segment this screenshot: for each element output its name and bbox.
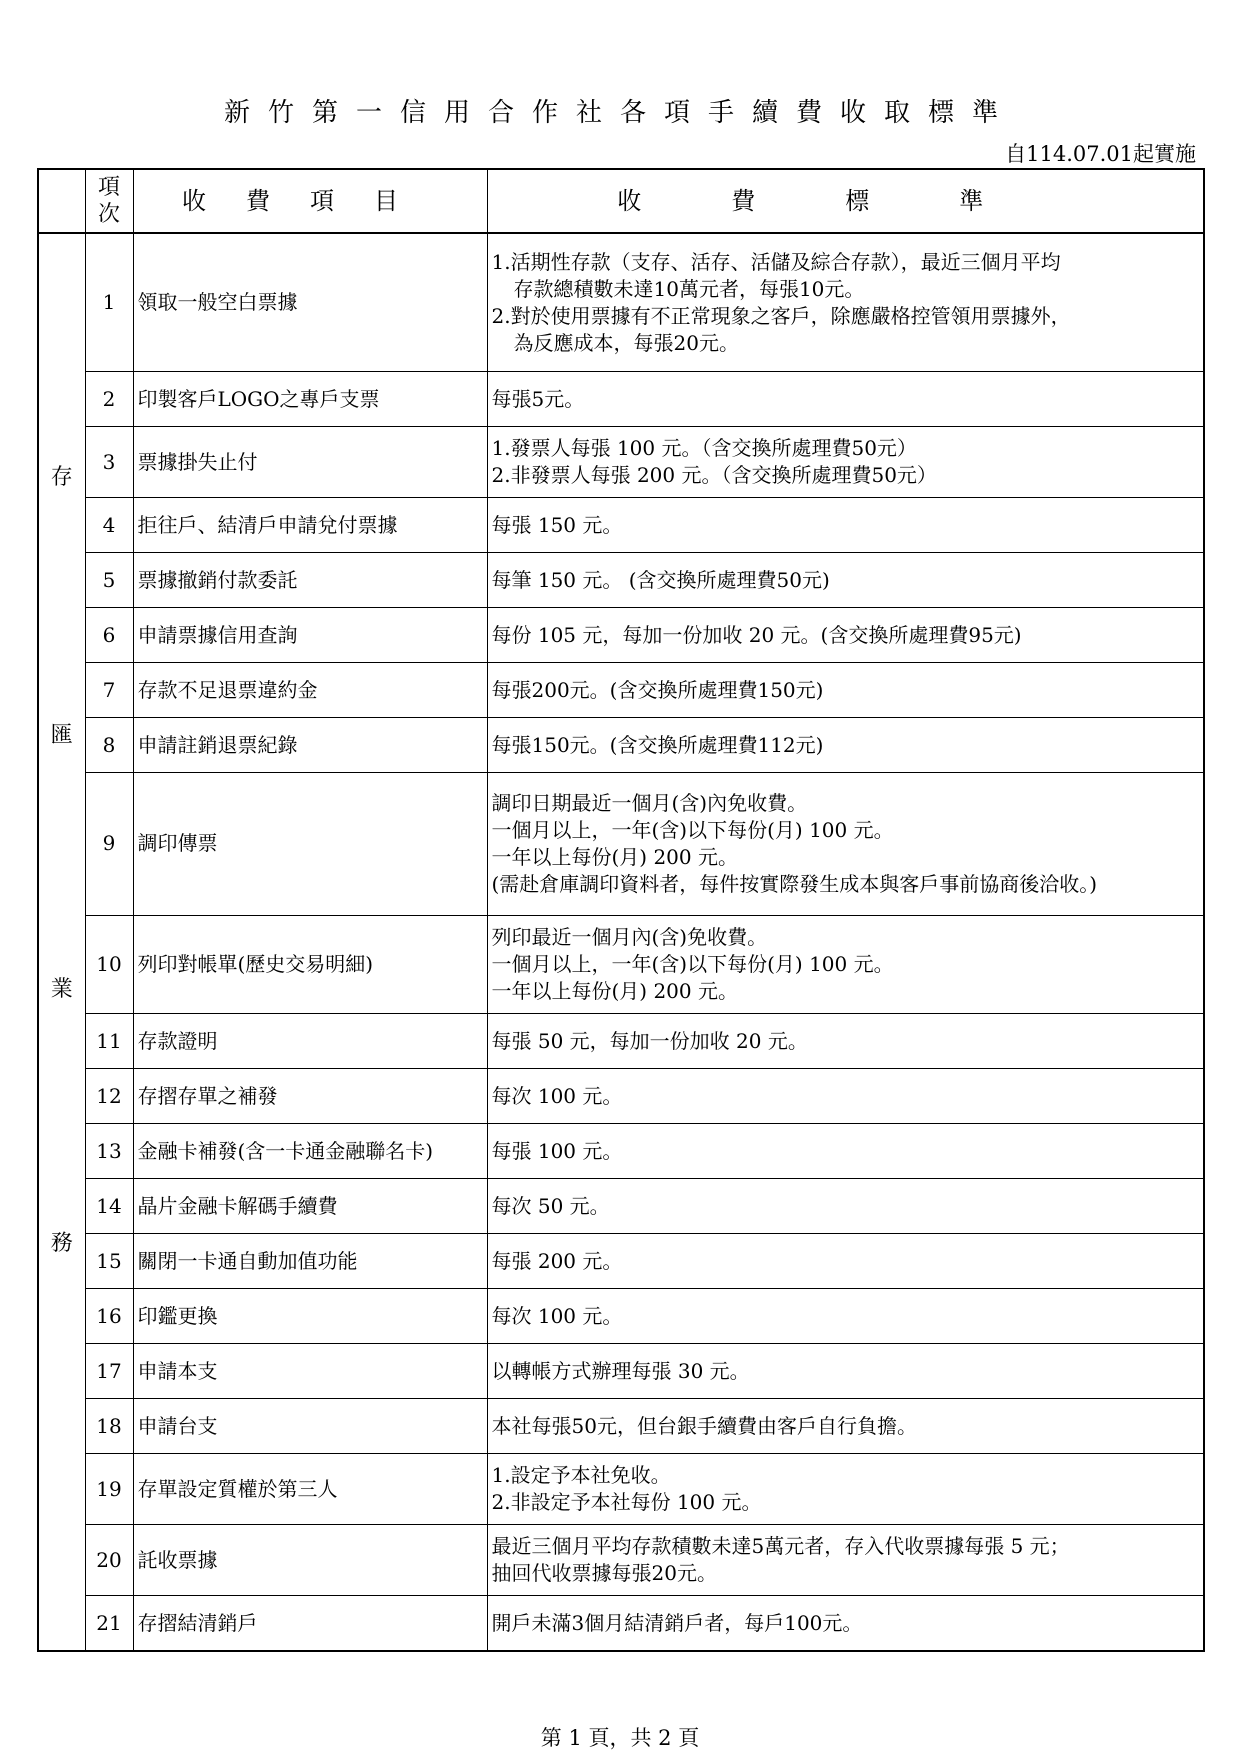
fee-standard — [487, 498, 1204, 553]
fee-standard-line: 每份 105 元，每加一份加收 20 元。(含交換所處理費95元) — [491, 622, 1022, 647]
item-number: 10 — [85, 915, 133, 1014]
fee-standard-line: 開戶未滿3個月結清銷戶者，每戶100元。 — [491, 1610, 863, 1635]
item-number: 3 — [85, 427, 133, 498]
section-label-char: 存 — [50, 465, 73, 490]
item-number: 1 — [85, 233, 133, 372]
fee-standard-line: 抽回代收票據每張20元。 — [491, 1561, 717, 1586]
header-fee-item: 收費項目 — [133, 169, 487, 233]
table-row — [38, 553, 1204, 608]
fee-standard — [487, 1124, 1204, 1179]
fee-standard-line: 一年以上每份(月) 200 元。 — [491, 978, 738, 1003]
fee-standard — [487, 1014, 1204, 1069]
table-row — [38, 1525, 1204, 1596]
fee-standard-line: 1.活期性存款（支存、活存、活儲及綜合存款），最近三個月平均 — [491, 249, 1061, 274]
fee-standard-line: 2.非發票人每張 200 元。（含交換所處理費50元） — [491, 463, 937, 488]
item-number: 15 — [85, 1234, 133, 1289]
table-row — [38, 427, 1204, 498]
item-number: 4 — [85, 498, 133, 553]
table-row — [38, 372, 1204, 427]
fee-standard-line: 每張150元。(含交換所處理費112元) — [491, 732, 824, 757]
item-number: 19 — [85, 1454, 133, 1525]
fee-standard-line: 每次 100 元。 — [491, 1083, 623, 1108]
table-row — [38, 718, 1204, 773]
table-row — [38, 1179, 1204, 1234]
item-number: 2 — [85, 372, 133, 427]
fee-item: 申請本支 — [133, 1344, 487, 1399]
item-number: 8 — [85, 718, 133, 773]
item-number: 16 — [85, 1289, 133, 1344]
fee-standard-line: 每張5元。 — [491, 386, 585, 411]
fee-standard-line: 每張200元。(含交換所處理費150元) — [491, 677, 824, 702]
fee-item: 存摺存單之補發 — [133, 1069, 487, 1124]
fee-standard-line: 每張 150 元。 — [491, 512, 623, 537]
fee-standard-line: 調印日期最近一個月(含)內免收費。 — [491, 790, 808, 815]
fee-standard-line: 最近三個月平均存款積數未達5萬元者，存入代收票據每張 5 元； — [491, 1534, 1070, 1559]
document-title: 新竹第一信用合作社各項手續費收取標準 — [223, 98, 1016, 128]
table-row — [38, 1344, 1204, 1399]
fee-item: 金融卡補發(含一卡通金融聯名卡) — [133, 1124, 487, 1179]
header-item-number: 項次 — [85, 169, 133, 233]
fee-item: 印製客戶LOGO之專戶支票 — [133, 372, 487, 427]
fee-item: 拒往戶、結清戶申請兌付票據 — [133, 498, 487, 553]
fee-standard-line: 一個月以上，一年(含)以下每份(月) 100 元。 — [491, 951, 894, 976]
fee-item: 申請台支 — [133, 1399, 487, 1454]
fee-item: 關閉一卡通自動加值功能 — [133, 1234, 487, 1289]
fee-item: 託收票據 — [133, 1525, 487, 1596]
fee-item: 領取一般空白票據 — [133, 233, 487, 372]
fee-standard-line: 一年以上每份(月) 200 元。 — [491, 844, 738, 869]
table-row — [38, 498, 1204, 553]
table-row — [38, 773, 1204, 915]
fee-table — [37, 168, 1205, 1652]
table-row — [38, 608, 1204, 663]
fee-standard — [487, 1596, 1204, 1651]
fee-standard-line: 一個月以上，一年(含)以下每份(月) 100 元。 — [491, 817, 894, 842]
section-label-char: 務 — [50, 1231, 73, 1256]
item-number: 13 — [85, 1124, 133, 1179]
table-row — [38, 663, 1204, 718]
fee-standard — [487, 1399, 1204, 1454]
fee-item: 調印傳票 — [133, 773, 487, 915]
fee-item: 晶片金融卡解碼手續費 — [133, 1179, 487, 1234]
table-row — [38, 1454, 1204, 1525]
fee-table-body — [38, 233, 1204, 1651]
page-footer: 第 1 頁，共 2 頁 — [540, 1726, 700, 1750]
section-label-char: 匯 — [50, 723, 73, 748]
fee-standard — [487, 1234, 1204, 1289]
fee-standard — [487, 1344, 1204, 1399]
fee-standard-line: 本社每張50元，但台銀手續費由客戶自行負擔。 — [491, 1413, 917, 1438]
table-row — [38, 1014, 1204, 1069]
fee-standard — [487, 1289, 1204, 1344]
fee-item: 申請註銷退票紀錄 — [133, 718, 487, 773]
table-row — [38, 1069, 1204, 1124]
fee-item: 票據撤銷付款委託 — [133, 553, 487, 608]
fee-standard-line: (需赴倉庫調印資料者，每件按實際發生成本與客戶事前協商後洽收。) — [491, 871, 1098, 896]
fee-standard-line: 以轉帳方式辦理每張 30 元。 — [491, 1358, 750, 1383]
header-fee-standard: 收費標準 — [487, 169, 1204, 233]
fee-item: 存摺結清銷戶 — [133, 1596, 487, 1651]
fee-item: 申請票據信用查詢 — [133, 608, 487, 663]
item-number: 17 — [85, 1344, 133, 1399]
table-row — [38, 1596, 1204, 1651]
section-label-char: 業 — [50, 977, 73, 1002]
fee-standard-line: 2.非設定予本社每份 100 元。 — [491, 1490, 762, 1515]
item-number: 20 — [85, 1525, 133, 1596]
fee-standard-line: 1.發票人每張 100 元。（含交換所處理費50元） — [491, 436, 917, 461]
fee-item: 存款證明 — [133, 1014, 487, 1069]
section-label-cell — [38, 233, 85, 1651]
item-number: 11 — [85, 1014, 133, 1069]
item-number: 12 — [85, 1069, 133, 1124]
table-header-row — [38, 169, 1204, 233]
fee-standard-line: 每次 100 元。 — [491, 1303, 623, 1328]
fee-standard — [487, 427, 1204, 498]
item-number: 7 — [85, 663, 133, 718]
item-number: 5 — [85, 553, 133, 608]
fee-standard — [487, 233, 1204, 372]
fee-standard-line: 每次 50 元。 — [491, 1193, 610, 1218]
effective-date: 自114.07.01起實施 — [1005, 142, 1196, 166]
fee-standard — [487, 1454, 1204, 1525]
fee-standard-line: 2.對於使用票據有不正常現象之客戶，除應嚴格控管領用票據外， — [491, 303, 1071, 328]
item-number: 6 — [85, 608, 133, 663]
fee-item: 存單設定質權於第三人 — [133, 1454, 487, 1525]
fee-standard-line: 1.設定予本社免收。 — [491, 1463, 671, 1488]
fee-standard-line: 每張 50 元，每加一份加收 20 元。 — [491, 1028, 808, 1053]
item-number: 9 — [85, 773, 133, 915]
fee-item: 印鑑更換 — [133, 1289, 487, 1344]
fee-standard — [487, 718, 1204, 773]
fee-standard-line: 為反應成本，每張20元。 — [513, 330, 739, 355]
table-row — [38, 915, 1204, 1014]
header-section-cell — [38, 169, 85, 233]
fee-standard — [487, 1069, 1204, 1124]
fee-standard — [487, 608, 1204, 663]
item-number: 18 — [85, 1399, 133, 1454]
fee-standard — [487, 663, 1204, 718]
fee-standard-line: 每張 200 元。 — [491, 1248, 623, 1273]
fee-standard — [487, 372, 1204, 427]
fee-standard — [487, 553, 1204, 608]
fee-item: 列印對帳單(歷史交易明細) — [133, 915, 487, 1014]
fee-standard-line: 每張 100 元。 — [491, 1138, 623, 1163]
fee-standard — [487, 915, 1204, 1014]
table-row — [38, 1124, 1204, 1179]
table-row — [38, 1289, 1204, 1344]
table-row — [38, 233, 1204, 372]
fee-standard-line: 列印最近一個月內(含)免收費。 — [491, 924, 768, 949]
fee-standard — [487, 1525, 1204, 1596]
table-row — [38, 1234, 1204, 1289]
item-number: 14 — [85, 1179, 133, 1234]
fee-item: 票據掛失止付 — [133, 427, 487, 498]
table-row — [38, 1399, 1204, 1454]
fee-standard-line: 存款總積數未達10萬元者，每張10元。 — [513, 276, 865, 301]
item-number: 21 — [85, 1596, 133, 1651]
fee-standard — [487, 1179, 1204, 1234]
fee-standard — [487, 773, 1204, 915]
fee-item: 存款不足退票違約金 — [133, 663, 487, 718]
fee-standard-line: 每筆 150 元。 (含交換所處理費50元) — [491, 567, 830, 592]
